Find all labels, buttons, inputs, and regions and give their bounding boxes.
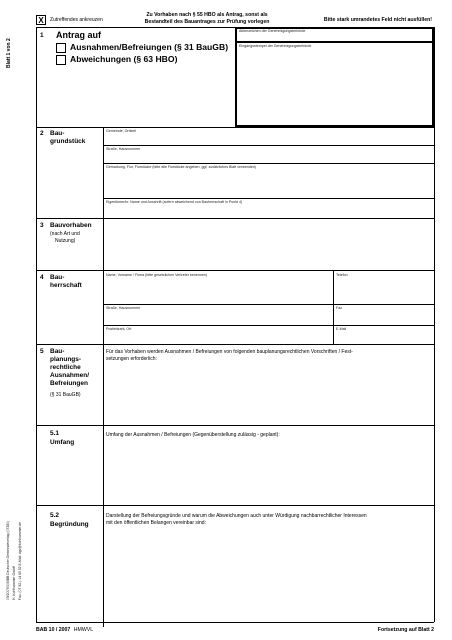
section-5-title-line-2: planungs-: [50, 356, 82, 363]
section-3-title: Bauvorhaben: [50, 222, 92, 229]
street-input[interactable]: [106, 153, 432, 163]
section-3-number: 3: [40, 222, 44, 229]
publisher-line-3: H. Kohlhammer GmbH: [12, 565, 16, 600]
option-deviations-checkbox[interactable]: [56, 55, 66, 65]
section-1-title: Antrag auf: [56, 30, 101, 40]
section-4-title-line-1: Bau-: [50, 274, 65, 281]
section-51-title: Umfang: [50, 439, 75, 446]
municipality-input[interactable]: [106, 135, 432, 145]
publisher-line-1: 09/2007/006/BB Deutscher Gemeindeverlag (07380): [6, 520, 10, 600]
form-code-number: BAB 10 / 2007: [36, 627, 71, 633]
section-52-text-line-2: mit den öffentlichen Belangen vereinbar sind:: [106, 519, 206, 526]
section-3-subtitle: [50, 231, 80, 244]
field-phone-label: Telefon: [336, 273, 348, 277]
email-input[interactable]: [336, 333, 432, 343]
section-5-subtitle: (§ 31 BauGB): [50, 392, 81, 398]
section-51-number: 5.1: [50, 430, 60, 437]
section-1-number: 1: [40, 32, 44, 39]
scope-input[interactable]: [106, 442, 432, 502]
fax-input[interactable]: [336, 312, 432, 324]
tick-instruction: Zutreffendes ankreuzen: [50, 17, 103, 23]
section-52-text-line-1: Darstellung der Befreiungsgründe und warum die Abweichungen auch unter Würdigung nachbarrechtlicher Interessen: [106, 513, 367, 519]
form-code-suffix: HMWVL: [73, 627, 94, 633]
section-2-title-line-2: grundstück: [50, 138, 86, 145]
parcel-input[interactable]: [106, 171, 432, 197]
field-owner-street-label: Straße, Hausnummer: [106, 306, 141, 310]
justification-input[interactable]: [106, 530, 432, 620]
frame-instruction: Bitte stark umrandetes Feld nicht ausfüllen!: [323, 17, 432, 23]
publisher-line-2: Fax: (07 92-) 14 65 52 E-Mail: dgv@kohlhammer.de: [18, 521, 22, 600]
section-5-title-line-4: Ausnahmen/: [50, 372, 90, 379]
form-code: [36, 627, 93, 633]
section-5-intro: [106, 349, 432, 362]
section-52-number: 5.2: [50, 512, 60, 519]
section-2-title-line-1: Bau-: [50, 130, 65, 137]
field-parcel-label: Gemarkung, Flur, Flurstücke (bitte alle Flurstücke angeben, ggf. zusätzliches Blatt verwenden): [106, 165, 257, 169]
section-3-subtitle-line-2: Nutzung): [55, 237, 76, 244]
section-4-title: [50, 274, 82, 290]
project-description-input[interactable]: [106, 220, 432, 268]
submission-note-line-1: Zu Vorhaben nach § 55 HBO als Antrag, sonst als: [146, 12, 268, 18]
field-street-label: Straße, Hausnummer: [106, 147, 141, 151]
section-52-title: Begründung: [50, 521, 89, 528]
field-owner-label: Eigentümer/in: Name und Anschrift (sofern abweichend von Bauherrschaft in Punkt 4): [106, 200, 243, 204]
section-5-title: [50, 348, 89, 388]
field-municipality-label: Gemeinde, Ortsteil: [106, 129, 136, 133]
section-4-number: 4: [40, 274, 44, 281]
field-postcode-label: Postleitzahl, Ort: [106, 327, 132, 331]
file-reference-label: Aktenzeichen der Genehmigungsbehörde: [239, 29, 306, 33]
field-name-label: Name, Vorname / Firma (bitte gesetzlichen Vertreter benennen): [106, 273, 208, 277]
section-5-title-line-3: rechtliche: [50, 364, 81, 371]
section-5-title-line-5: Befreiungen: [50, 380, 88, 387]
section-3-subtitle-line-1: (nach Art und: [50, 231, 80, 237]
name-input[interactable]: [106, 279, 331, 303]
option-exemptions-label: Ausnahmen/Befreiungen (§ 31 BauGB): [70, 42, 229, 52]
section-51-text: Umfang der Ausnahmen / Befreiungen (Gegenüberstellung zulässig - geplant):: [106, 432, 280, 438]
section-5-title-line-1: Bau-: [50, 348, 65, 355]
field-email-label: E-Mail: [336, 327, 347, 331]
submission-note-line-2: Bestandteil des Bauantrages zur Prüfung vorlegen: [144, 19, 270, 25]
section-4-title-line-2: herrschaft: [50, 282, 82, 289]
section-5-intro-line-2: setzungen erforderlich:: [106, 355, 157, 362]
section-5-intro-line-1: Für das Vorhaben werden Ausnahmen / Befreiungen von folgenden bauplanungsrechtlichen Vorschriften / Fest-: [106, 349, 353, 355]
x-mark: X: [36, 15, 46, 25]
sheet-label: Blatt 1 von 2: [6, 38, 12, 68]
section-52-text: [106, 513, 432, 526]
owner-street-input[interactable]: [106, 312, 331, 324]
exemptions-input[interactable]: [106, 365, 432, 423]
postcode-input[interactable]: [106, 333, 331, 343]
submission-note: [132, 12, 282, 26]
section-2-number: 2: [40, 130, 44, 137]
option-exemptions-checkbox[interactable]: [56, 43, 66, 53]
option-deviations-label: Abweichungen (§ 63 HBO): [70, 54, 178, 64]
owner-input[interactable]: [106, 206, 432, 218]
section-5-number: 5: [40, 348, 44, 355]
section-2-title: [50, 130, 85, 146]
continuation-note: Fortsetzung auf Blatt 2: [377, 627, 434, 633]
field-fax-label: Fax: [336, 306, 342, 310]
stamp-label: Eingangsstempel der Genehmigungsbehörde: [239, 44, 312, 48]
phone-input[interactable]: [336, 279, 432, 303]
